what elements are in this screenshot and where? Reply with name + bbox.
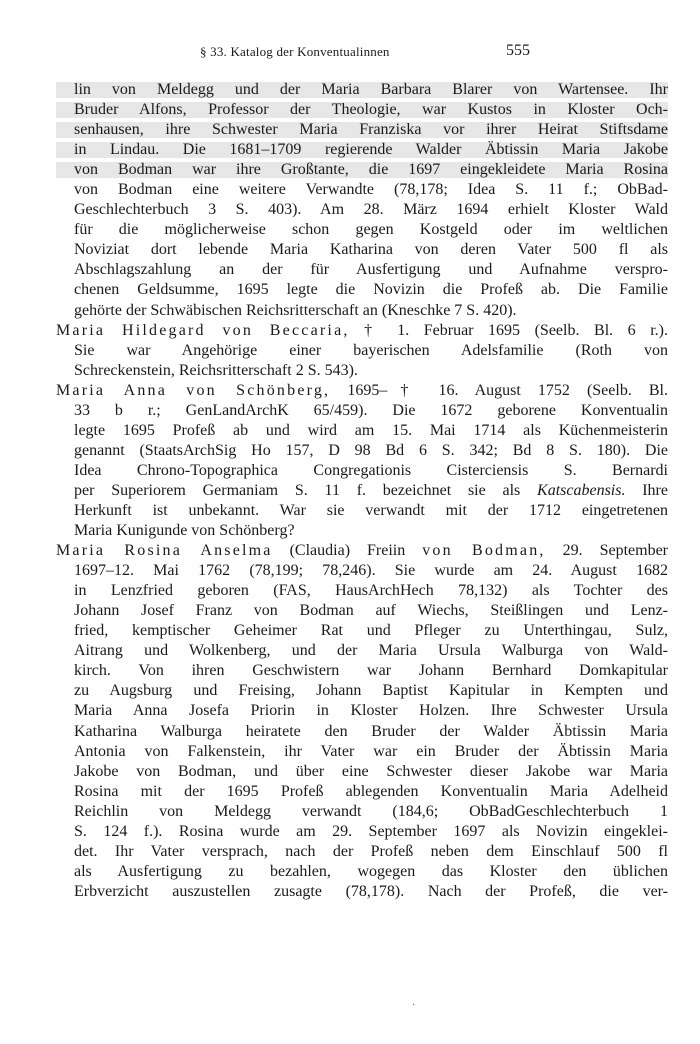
text-line: 1697–12. Mai 1762 (78,199; 78,246). Sie wurde am 24. August 1682 [74,562,668,580]
text-line: lin von Meldegg und der Maria Barbara Blarer von Wartensee. Ihr [56,80,668,100]
text-line: in Lindau. Die 1681–1709 regierende Walder Äbtissin Maria Jakobe [56,140,668,160]
text-line: legte 1695 Profeß ab und wird am 15. Mai 1714 als Küchenmeisterin [74,421,668,439]
paragraph-continuation [56,80,668,321]
text-line: chenen Geldsumme, 1695 legte die Novizin die Profeß ab. Die Familie [74,281,668,299]
entry-name-plain: (Claudia) Freiin [272,542,423,560]
text-line: 33 b r.; GenLandArchK 65/459). Die 1672 geborene Konventualin [74,401,668,419]
entry-anna [56,381,668,541]
text-line: Aitrang und Wolkenberg, und der Maria Ursula Walburga von Wald- [74,642,668,660]
text-line: kirch. Von ihren Geschwistern war Johann Bernhard Domkapitular [74,662,668,680]
entry-first-line [56,321,668,341]
text-line: für die möglicherweise schon gegen Kostgeld oder im weltlichen [74,221,668,239]
text-line: S. 124 f.). Rosina wurde am 29. September 1697 als Novizin eingeklei- [74,822,668,840]
text-line: Katharina Walburga heiratete den Bruder der Walder Äbtissin Maria [74,722,668,740]
text-line: genannt (StaatsArchSig Ho 157, D 98 Bd 6 S. 342; Bd 8 S. 180). Die [74,441,668,459]
text-line: von Bodman war ihre Großtante, die 1697 eingekleidete Maria Rosina [56,160,668,180]
italic-word: Katscabensis. [537,481,626,499]
running-title: § 33. Katalog der Konventualinnen [200,44,390,59]
text-line: Sie war Angehörige einer bayerischen Adelsfamilie (Roth von [74,341,668,359]
text-line: Maria Anna Josefa Priorin in Kloster Holzen. Ihre Schwester Ursula [74,702,668,720]
text-line: Reichlin von Meldegg verwandt (184,6; ObBadGeschlechterbuch 1 [74,802,668,820]
text-line [56,481,668,501]
text-line: in Lenzfried geboren (FAS, HausArchHech 78,132) als Tochter des [74,582,668,600]
text-line: senhausen, ihre Schwester Maria Franziska vor ihrer Heirat Stiftsdame [56,120,668,140]
text-line: Jakobe von Bodman, und über eine Schwester dieser Jakobe war Maria [74,762,668,780]
entry-name: Maria Anna von Schönberg, [56,381,331,399]
text-line: Johann Josef Franz von Bodman auf Wiechs, Steißlingen und Lenz- [74,602,668,620]
text-line: Idea Chrono-Topographica Congregationis Cisterciensis S. Bernardi [74,461,668,479]
text-line: Erbverzicht auszustellen zusagte (78,178). Nach der Profeß, die ver- [74,882,668,900]
text-line: Geschlechterbuch 3 S. 403). Am 28. März 1694 erhielt Kloster Wald [74,201,668,219]
entry-text: 29. September [545,542,668,560]
text-line: det. Ihr Vater versprach, nach der Profeß neben dem Einschlauf 500 fl [74,842,668,860]
text-line: Schreckenstein, Reichsritterschaft 2 S. 543). [74,361,358,379]
text-segment: per Superiorem Germaniam S. 11 f. bezeichnet sie als [74,481,538,499]
entry-first-line [56,541,668,561]
text-line: Bruder Alfons, Professor der Theologie, war Kustos in Kloster Och- [56,100,668,120]
text-line: von Bodman eine weitere Verwandte (78,178; Idea S. 11 f.; ObBad- [74,181,668,199]
body-text [56,80,668,902]
entry-text: 1695–† 16. August 1752 (Seelb. Bl. [330,381,668,399]
text-line: Maria Kunigunde von Schönberg? [74,522,295,540]
entry-text: † 1. Februar 1695 (Seelb. Bl. 6 r.). [349,321,668,339]
text-segment: Ihre [625,481,668,499]
text-line: Rosina mit der 1695 Profeß ablegenden Konventualin Maria Adelheid [74,782,668,800]
text-line: Abschlagszahlung an der für Ausfertigung und Aufnahme verspro- [74,261,668,279]
entry-first-line [56,381,668,401]
entry-rosina [56,541,668,902]
footer-mark: · [412,1000,416,1011]
text-line: fried, kemptischer Geheimer Rat und Pfleger zu Unterthingau, Sulz, [74,622,668,640]
running-header [0,44,700,64]
text-line: Herkunft ist unbekannt. War sie verwandt mit der 1712 eingetretenen [74,501,668,519]
entry-name: Maria Hildegard von Beccaria, [56,321,350,339]
entry-name: Maria Rosina Anselma [56,542,273,560]
entry-hildegard [56,321,668,381]
text-line: Noviziat dort lebende Maria Katharina von deren Vater 500 fl als [74,241,668,259]
text-line: Antonia von Falkenstein, ihr Vater war ein Bruder der Äbtissin Maria [74,742,668,760]
text-line: gehörte der Schwäbischen Reichsritterschaft an (Kneschke 7 S. 420). [74,301,517,319]
page-number: 555 [506,42,530,59]
text-line: zu Augsburg und Freising, Johann Baptist Kapitular in Kempten und [74,682,668,700]
entry-name-2: von Bodman, [422,542,546,560]
text-line: als Ausfertigung zu bezahlen, wogegen das Kloster den üblichen [74,862,668,880]
